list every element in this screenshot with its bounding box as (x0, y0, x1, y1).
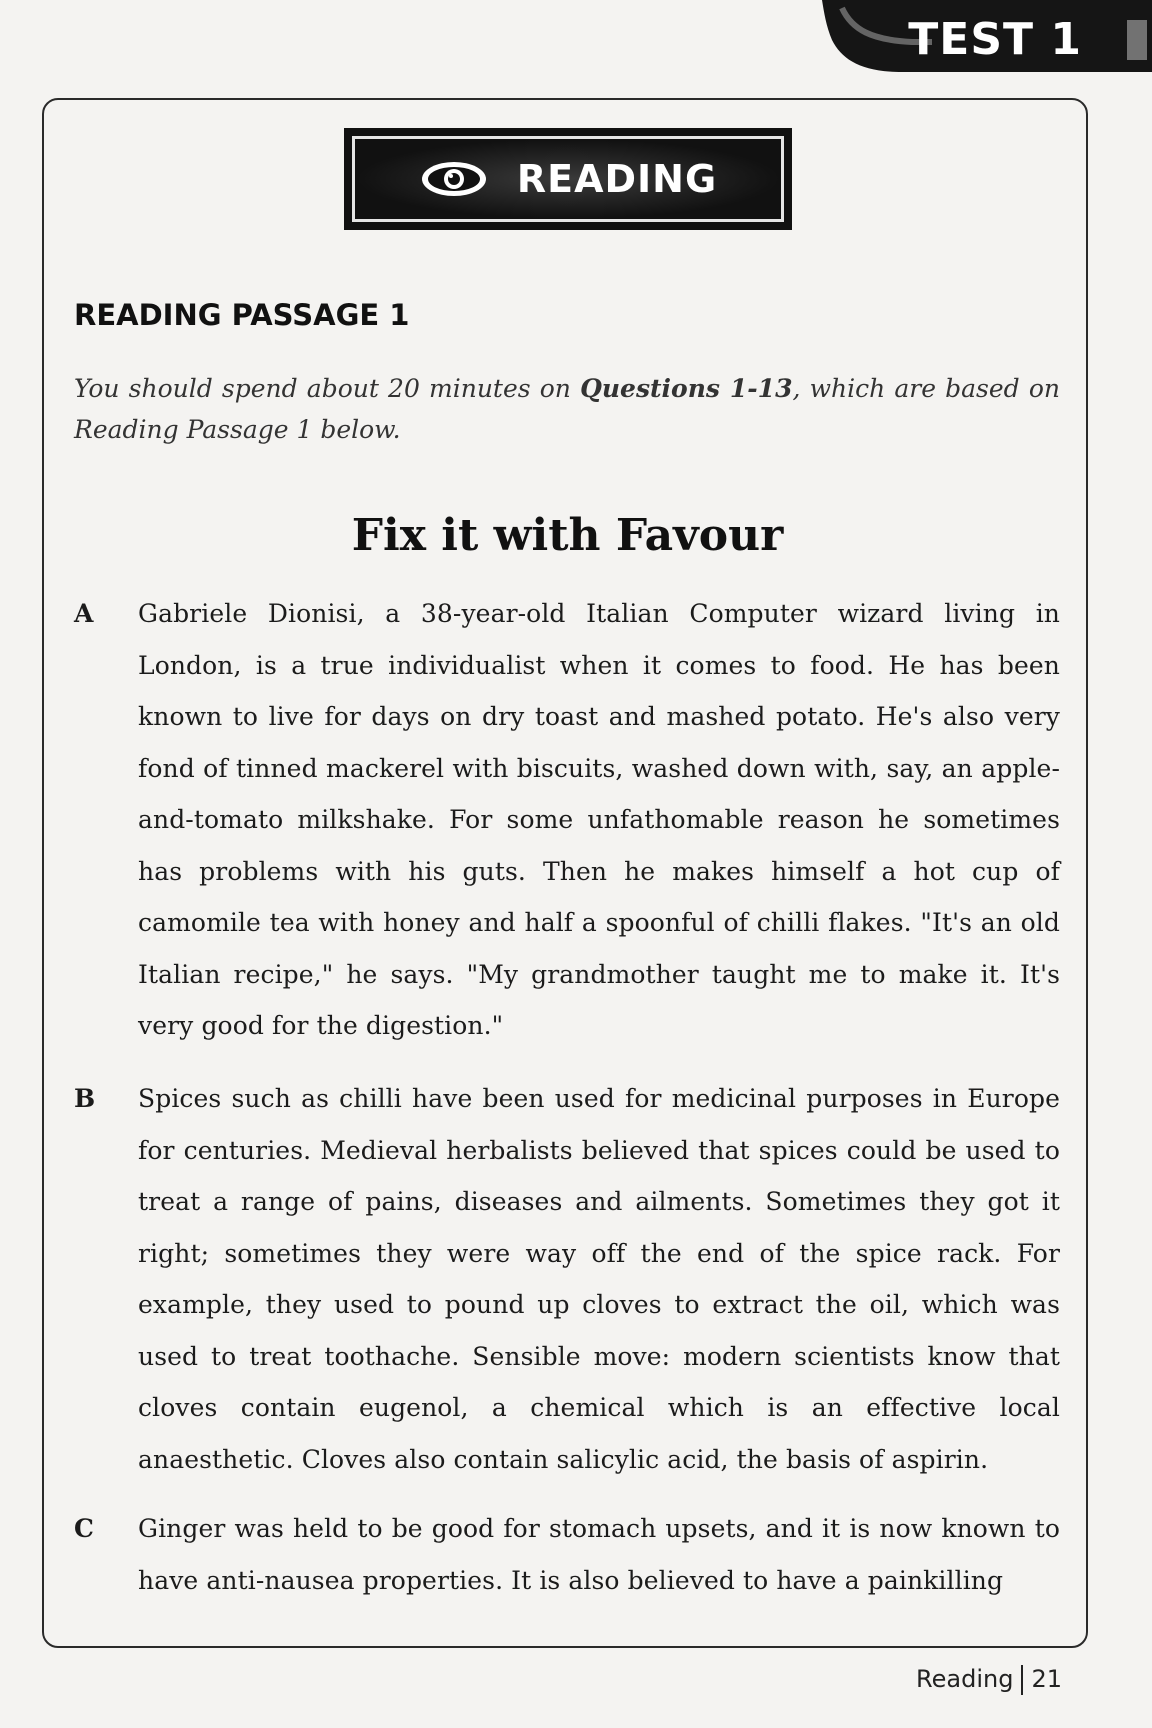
paragraph-a (74, 588, 1060, 1052)
paragraph-letter: A (74, 599, 94, 628)
footer-divider (1021, 1665, 1023, 1695)
test-label: TEST 1 (908, 14, 1082, 65)
paragraph-text: Spices such as chilli have been used for medicinal purposes in Europe for centuries. Medieval herbalists believed that spices could be used to treat a range of pains, diseases and ailments. Sometimes they got it right; sometimes they were way off the end of the spice rack. For example, they used to pound up cloves to extract the oil, which was used to treat toothache. Sensible move: modern scientists know that cloves contain eugenol, a chemical which is an effective local anaesthetic. Cloves also contain salicylic acid, the basis of aspirin. (138, 1084, 1060, 1474)
banner-label: READING (516, 157, 718, 201)
paragraph-text: Ginger was held to be good for stomach upsets, and it is now known to have anti-nausea properties. It is also believed to have a painkilling (138, 1514, 1060, 1595)
page-number: 21 (1031, 1665, 1062, 1693)
paragraph-letter: B (74, 1084, 96, 1113)
instructions-tail: , which are based on Reading Passage 1 below. (74, 374, 1060, 444)
passage-heading: READING PASSAGE 1 (74, 298, 410, 332)
passage-title: Fix it with Favour (351, 510, 784, 561)
paragraph-c (74, 1503, 1060, 1606)
test-tab (782, 0, 1152, 78)
instructions-questions: Questions 1-13 (580, 374, 793, 403)
paragraph-b (74, 1073, 1060, 1485)
page-footer (916, 1665, 1062, 1695)
paragraph-text: Gabriele Dionisi, a 38-year-old Italian Computer wizard living in London, is a true individualist when it comes to food. He has been known to live for days on dry toast and mashed potato. He's also very fond of tinned mackerel with biscuits, washed down with, say, an apple-and-tomato milkshake. For some unfathomable reason he sometimes has problems with his guts. Then he makes himself a hot cup of camomile tea with honey and half a spoonful of chilli flakes. "It's an old Italian recipe," he says. "My grandmother taught me to make it. It's very good for the digestion." (138, 599, 1060, 1040)
instructions (74, 368, 1060, 450)
eye-icon (419, 159, 489, 199)
paragraph-letter: C (74, 1514, 94, 1543)
reading-banner (344, 128, 792, 230)
footer-section-label: Reading (916, 1665, 1014, 1693)
instructions-lead: You should spend about 20 minutes on (74, 374, 581, 403)
